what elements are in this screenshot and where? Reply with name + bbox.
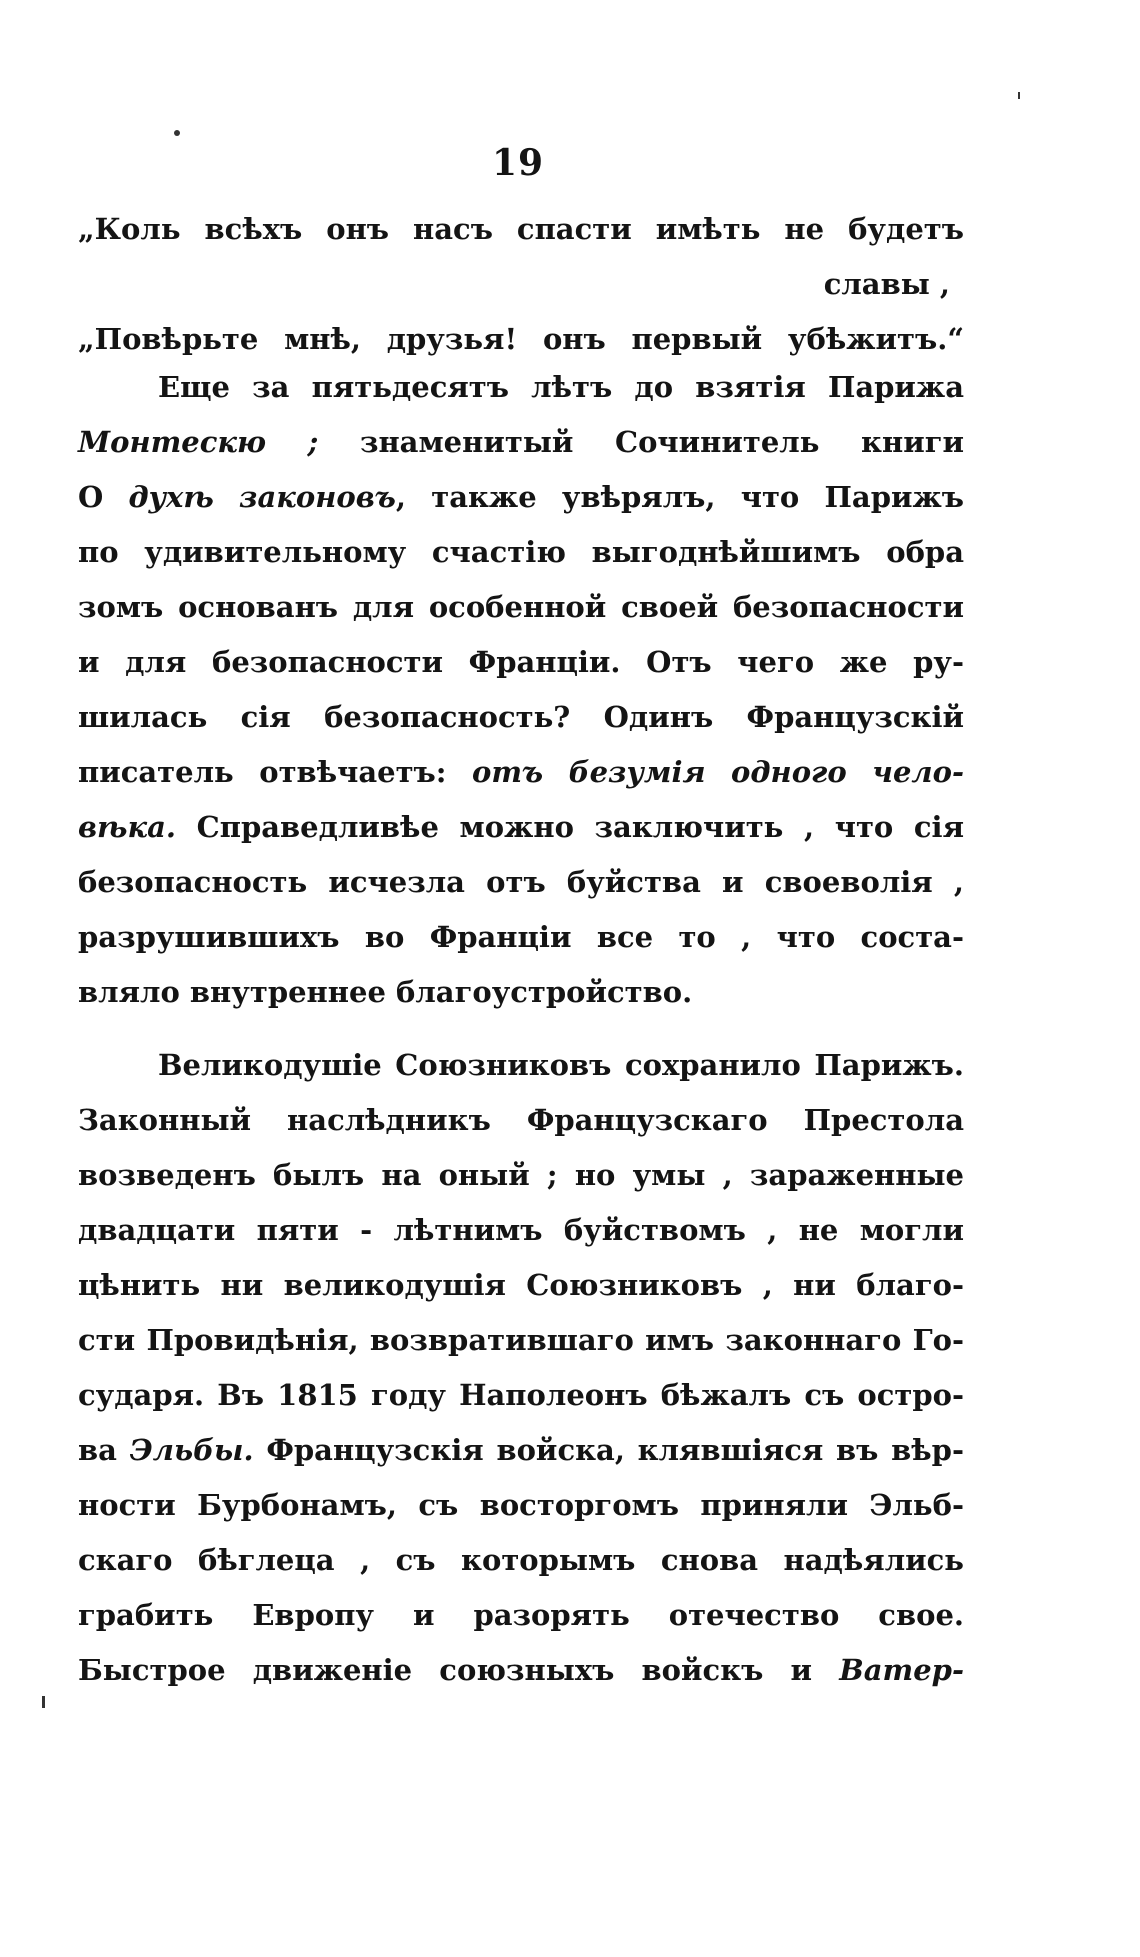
- paragraph: [78, 1038, 964, 1698]
- italic-quote: вѣка.: [78, 810, 177, 844]
- print-speck: [42, 1696, 45, 1708]
- text-line: разрушившихъ во Франціи все то , что соста-: [78, 920, 964, 954]
- italic-name: Эльбы.: [129, 1433, 254, 1467]
- verse-line: „Коль всѣхъ онъ насъ спасти имѣть не будетъ: [78, 212, 964, 246]
- text-line: [78, 800, 964, 855]
- text-line: двадцати пяти - лѣтнимъ буйствомъ , не могли: [78, 1213, 964, 1247]
- text-line: и для безопасности Франціи. Отъ чего же ру-: [78, 645, 964, 679]
- text-line: скаго бѣглеца , съ которымъ снова надѣялись: [78, 1543, 964, 1577]
- text-fragment: О: [78, 480, 129, 514]
- text-line: сударя. Въ 1815 году Наполеонъ бѣжалъ съ остро-: [78, 1378, 964, 1412]
- verse-line: славы ,: [823, 267, 950, 301]
- text-fragment: ва: [78, 1433, 130, 1467]
- text-line: [78, 1423, 964, 1478]
- page-number: 19: [491, 142, 545, 184]
- text-line: цѣнить ни великодушія Союзниковъ , ни благо-: [78, 1268, 964, 1302]
- text-line: сти Провидѣнія, возвратившаго имъ законнаго Го-: [78, 1323, 964, 1357]
- text-line: грабить Европу и разорять отечество свое.: [78, 1598, 964, 1632]
- italic-title: духѣ законовъ: [128, 480, 396, 514]
- text-fragment: , также увѣрялъ, что Парижъ: [395, 480, 965, 514]
- text-fragment: Быстрое движеніе союзныхъ войскъ и: [78, 1653, 840, 1687]
- text-line: ности Бурбонамъ, съ восторгомъ приняли Эльб-: [78, 1488, 964, 1522]
- text-line: Еще за пятьдесятъ лѣтъ до взятія Парижа: [158, 370, 964, 404]
- text-fragment: Справедливѣе можно заключить , что сія: [176, 810, 964, 844]
- text-line: безопасность исчезла отъ буйства и своеволія ,: [78, 865, 964, 899]
- text-line: зомъ основанъ для особенной своей безопасности: [78, 590, 964, 624]
- text-line: [78, 470, 964, 525]
- text-fragment: писатель отвѣчаетъ:: [78, 755, 472, 789]
- text-line: [78, 1643, 964, 1698]
- text-line: [78, 415, 964, 470]
- text-line: по удивительному счастію выгоднѣйшимъ обра: [78, 535, 964, 569]
- text-fragment: знаменитый Сочинитель книги: [318, 425, 964, 459]
- verse-line: „Повѣрьте мнѣ, друзья! онъ первый убѣжитъ.“: [78, 322, 964, 356]
- print-speck: [174, 130, 180, 136]
- text-line: вляло внутреннее благоустройство.: [78, 975, 693, 1009]
- text-line: Великодушіе Союзниковъ сохранило Парижъ.: [158, 1048, 964, 1082]
- italic-name: Монтескю ;: [78, 425, 319, 459]
- text-line: [78, 745, 964, 800]
- text-line: возведенъ былъ на оный ; но умы , зараженные: [78, 1158, 964, 1192]
- text-line: шилась сія безопасность? Одинъ Французскій: [78, 700, 964, 734]
- paragraph: [78, 360, 964, 1020]
- italic-quote: отъ безумія одного чело-: [472, 755, 964, 789]
- text-fragment: Французскія войска, клявшіяся въ вѣр-: [253, 1433, 964, 1467]
- italic-name: Ватер-: [839, 1653, 964, 1687]
- print-speck: [1018, 92, 1020, 99]
- text-line: Законный наслѣдникъ Французскаго Престола: [78, 1103, 964, 1137]
- verse-quote: [78, 202, 964, 367]
